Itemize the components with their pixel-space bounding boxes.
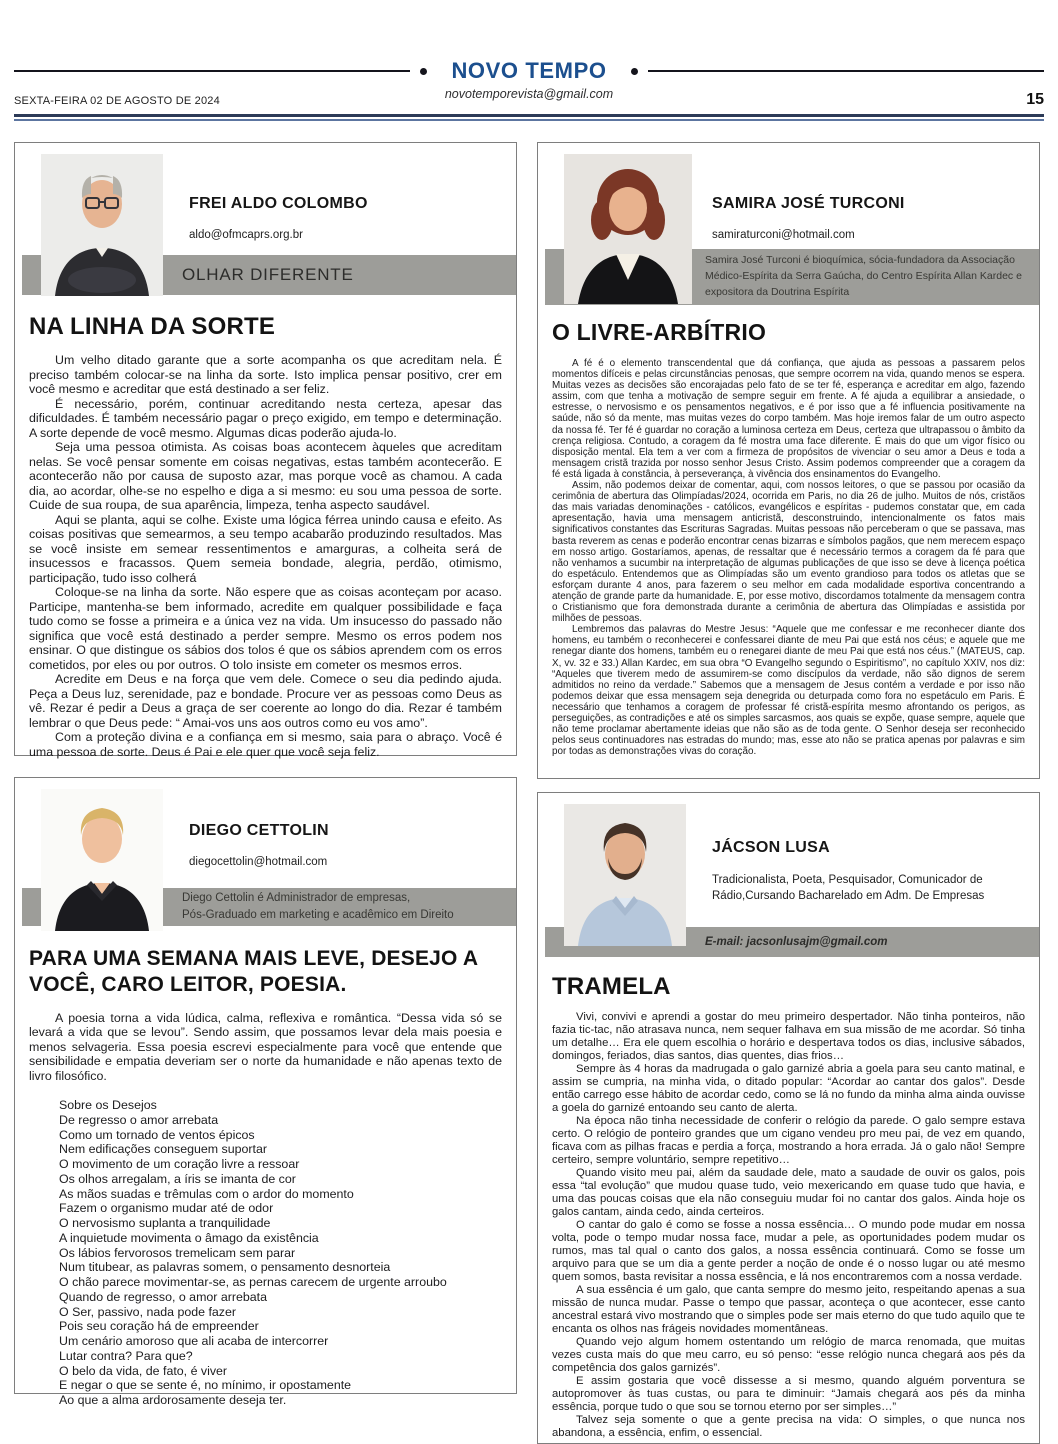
article-body: [552, 1011, 1025, 1439]
paragraph: Quando vejo algum homem ostentando um relógio de marca renomada, que muitas vezes custa mais do que meu carro, eu só penso: “esse relógio nunca chegará aos pés da competência dos galos garnizés”.: [552, 1335, 1025, 1374]
article-columns: [14, 142, 1044, 1444]
poem-line: De regresso o amor arrebata: [59, 1112, 219, 1127]
author-email: samiraturconi@hotmail.com: [712, 229, 855, 241]
paragraph: Assim, não podemos deixar de comentar, aqui, com nossos leitores, o que se passou por ocasião da cerimônia de abertura das Olimpíadas/2024, ocorrida em Paris, no dia 26 de julho. Muitos de nós, cristãos das mais variadas denominações - católicos, evangélicos e espíritas - pudemos constatar que, em cada apresentação, havia uma mensagem anticristã, desconstruindo, intencionalmente os fatos mais significativos constantes das Escrituras Sagradas. Muitas pessoas não perceberam o que se passava, mas basta reverem as cenas e poderão encontrar cenas bizarras e símbolos pagãos, que nem merecem espaço em nosso artigo. Gostaríamos, apenas, de ressaltar que é necessário termos a coragem da fé para que não venhamos a sucumbir na interpretação de algumas publicações de que isso se deve à licença poética do espetáculo. Entendemos que as Olimpíadas são um evento grandioso para todos os atletas que se esforçam durante 4 anos, para fazerem o seu melhor em cada modalidade esportiva concentrando a atenção de grande parte da humanidade. E, por esse motivo, discordamos totalmente da mensagem contra o Cristianismo que fora demonstrada durante a cerimônia de abertura das Olimpíadas e assistida por milhões de pessoas.: [552, 480, 1025, 625]
author-block: [552, 793, 1025, 965]
paragraph: É necessário, porém, continuar acreditando nesta certeza, apesar das dificuldades. É também necessário pagar o preço exigido, em tempo e determinação. A sorte depende de você mesmo. Algumas dicas poderão ajuda-lo.: [29, 396, 502, 440]
poem-line: Os lábios fervorosos tremelicam sem parar: [59, 1245, 296, 1260]
paragraph: A poesia torna a vida lúdica, calma, reflexiva e romântica. “Dessa vida só se levará a vida que se levou”. Sendo assim, que possamos levar dela mais poesia e menos selvageria. Essa poesia escrevi especialmente para você que entende que sensibilidade e empatia deveriam ser o norte da humanidade e não apenas texto de livro filosófico.: [29, 1010, 502, 1083]
author-email: aldo@ofmcaprs.org.br: [189, 229, 303, 241]
bullet-icon: [631, 68, 638, 75]
masthead-email: novotemporevista@gmail.com: [444, 87, 614, 101]
poem-line: A inquietude movimenta o âmago da existência: [59, 1230, 319, 1245]
paragraph: Seja uma pessoa otimista. As coisas boas acontecem àqueles que acreditam nelas. Se você pensar somente em coisas negativas, estas também acontecerão. E acontecerão não por causa de suposto azar, mas porque você as chamou. A cada dia, ao acordar, olhe-se no espelho e diga a si mesmo: eu sou uma pessoa de sorte. Cuide de sua roupa, de sua aparência, limpeza, tenha aspecto saudável.: [29, 440, 502, 512]
author-photo-samira: [564, 154, 692, 304]
author-banner-line: Diego Cettolin é Administrador de empresas,: [182, 891, 411, 904]
article-body: [29, 353, 502, 759]
paragraph: O cantar do galo é como se fosse a nossa essência… O mundo pode mudar em nossa volta, pode o tempo mudar nossa face, mudar a pele, as oportunidades podem mudar os rumos, mas tal qual o canto dos galos, a nossa essência continuará. Como se fosse um arquivo para que se um dia a gente perder a noção de onde é o nosso lugar ou até mesmo quem somos, basta revisitar a nossa essência, e lá nos encontraremos com a nossa verdade.: [552, 1218, 1025, 1283]
paragraph: Com a proteção divina e a confiança em si mesmo, saia para o abraço. Você é uma pessoa de sorte. Deus é Pai e ele quer que você seja feliz.: [29, 730, 502, 759]
paragraph: Acredite em Deus e na força que vem dele. Comece o seu dia pedindo ajuda. Peça a Deus luz, serenidade, paz e bondade. Procure ver as pessoas como Deus as vê. Rezar é pedir a Deus a graça de ser coerente ao longo do dia. Rezar é também lembrar o que Deus pede: “ Amai-vos uns aos outros como eu vos amo”.: [29, 672, 502, 730]
article-card-na-linha-da-sorte: [14, 142, 517, 759]
author-banner: OLHAR DIFERENTE: [22, 255, 516, 295]
paragraph: Sempre às 4 horas da madrugada o galo garnizé abria a goela para seu canto matinal, e assim se cumpria, na minha vida, o ditado popular: “Acordar ao cantar dos galos”. Desde então carrego esse hábito de acordar cedo, como se lá no fundo da minha alma ainda ouvisse a goela do garnizé entoando seu canto de alerta.: [552, 1062, 1025, 1114]
poem-line: Ao que a alma ardorosamente deseja ter.: [59, 1393, 287, 1407]
article-card-poesia: [14, 777, 517, 1407]
article-title: NA LINHA DA SORTE: [29, 313, 276, 340]
poem-line: O movimento de um coração livre a ressoar: [59, 1157, 300, 1171]
author-name: FREI ALDO COLOMBO: [189, 195, 368, 212]
poem-line: Pois seu coração há de empreender: [59, 1319, 259, 1334]
page-number: 15: [1026, 91, 1044, 108]
author-name: JÁCSON LUSA: [712, 839, 830, 856]
poem-line: Nem edificações conseguem suportar: [59, 1142, 267, 1157]
poem-line: Como um tornado de ventos épicos: [59, 1127, 255, 1142]
poem-line: Quando de regresso, o amor arrebata: [59, 1289, 268, 1304]
poem-line: Num titubear, as palavras somem, o pensamento desnorteia: [59, 1260, 391, 1275]
author-block: [29, 778, 502, 936]
author-banner: E-mail: jacsonlusajm@gmail.com: [545, 927, 1039, 957]
paragraph: Na época não tinha necessidade de conferir o relógio da parede. O galo sempre estava certo. O relógio de ponteiro grandes que um cigano vendeu pro meu pai, de vez em quando, ficava com as pilhas fracas e perdia a força, mostrando a hora errada. Já o galo não! Sempre certeiro, sempre voluntário, sempre repetitivo…: [552, 1114, 1025, 1166]
paragraph: Aqui se planta, aqui se colhe. Existe uma lógica férrea unindo causa e efeito. As coisas positivas que semearmos, a seu tempo acabarão produzindo resultados. Mas se você insiste em semear ressentimentos e amarguras, a colheita será de insucessos e fracassos. Quem semeia bondade, alegria, perdão, otimismo, participação, tudo isso colherá: [29, 512, 502, 585]
author-photo-jacson: [564, 804, 686, 946]
paragraph: A sua essência é um galo, que canta sempre do mesmo jeito, respeitando apenas a sua missão de nunca mudar. Passe o tempo que passar, aconteça o que acontecer, esse canto ancestral estará vivo mostrando que o simples pode ser mais eterno do que tudo aquilo que te encanta os olhos nas frágeis novidades momentâneas.: [552, 1283, 1025, 1335]
poem-line: O nervosismo suplanta a tranquilidade: [59, 1216, 271, 1230]
poem-line: O chão parece movimentar-se, as pernas carecem de urgente arroubo: [59, 1275, 447, 1289]
poem-line: Os olhos arregalam, a íris se imanta de cor: [59, 1171, 296, 1186]
article-body: [552, 358, 1025, 757]
poem-line: O Ser, passivo, nada pode fazer: [59, 1304, 237, 1319]
author-email: diegocettolin@hotmail.com: [189, 856, 328, 868]
article-title: PARA UMA SEMANA MAIS LEVE, DESEJO A VOCÊ, CARO LEITOR, POESIA.: [29, 947, 478, 997]
paragraph: A fé é o elemento transcendental que dá confiança, que ajuda as pessoas a passarem pelos momentos difíceis e pelas circunstâncias penosas, que sempre ocorrem na vida, quando menos se espera. Muitas vezes as decisões são encorajadas pelo fato de se ter fé, esperança e acreditar em algo, fazendo assim, com que tenha a motivação de sempre seguir em frente. A fé ajuda a equilibrar a ansiedade, o estresse, o nervosismo e os pensamentos negativos, e é por isso que a fé influencia positivamente na saúde, não só da mente, mas muitas vezes do corpo também. Mas hoje iremos falar de um outro aspecto da nossa fé. Ter fé é guardar no coração a luminosa certeza em Deus, certeza que ultrapassou o âmbito da crença religiosa. Contudo, a coragem da fé mostra uma face diferente. É mais do que um vigor físico ou disposição mental. Ela tem a ver com a firmeza de propósitos de vivenciar o seu amor a Deus e toda a mensagem cristã trazida por nosso senhor Jesus Cristo. Assim podemos compreender que a coragem da fé está ligada à constância, à perseverança, à vivência dos ensinamentos do Evangelho.: [552, 358, 1025, 480]
masthead-date: SEXTA-FEIRA 02 DE AGOSTO DE 2024: [14, 95, 220, 107]
poem-line: Um cenário amoroso que ali acaba de intercorrer: [59, 1334, 329, 1348]
author-photo-diego: [41, 789, 163, 931]
author-banner-line: Pós-Graduado em marketing e acadêmico em Direito: [182, 909, 454, 921]
paragraph: Lembremos das palavras do Mestre Jesus: “Aquele que me confessar e me reconhecer diante dos homens, eu também o reconhecerei e confessarei diante de meu Pai que está nos céus; e aquele que me renegar diante dos homens, também eu o renegarei diante de meu Pai que está nos céus.” (MATEUS, cap. X, vv. 32 e 33.) Allan Kardec, em sua obra “O Evangelho segundo o Espiritismo”, no capítulo XXIV, nos diz: “Aqueles que tiverem medo de assumirem-se como discípulos da verdade, não são dignos de serem admitidos no reino da verdade.” Sabemos que a mensagem de Jesus contém a verdade e por isso não podemos deixar que essa mensagem seja denegrida ou deturpada como fora no espetáculo em Paris. É necessário que tenhamos a coragem de professar fé cristã-espírita mesmo afrontando os perigos, as perseguições, as contradições e até os simples sarcasmos, aos quais se expõe, quase sempre, aquele que não teme proclamar abertamente ideias que não são as de toda gente. O Senhor deseja ser reconhecido pelos seus continuadores nas estradas do mundo; mas, esse ato não se pratica apenas por palavras e sim por todas as demonstrações vivas do coração.: [552, 624, 1025, 758]
author-role: Tradicionalista, Poeta, Pesquisador, Comunicador de Rádio,Cursando Bacharelado em Adm. De Empresas: [712, 874, 985, 902]
paragraph: Um velho ditado garante que a sorte acompanha os que acreditam nela. É preciso também colocar-se na linha da sorte. Isto implica pensar positivo, crer em você mesmo e acreditar que está destinado a ser feliz.: [29, 353, 502, 396]
author-banner: Samira José Turconi é bioquímica, sócia-fundadora da Associação Médico-Espírita da Serra Gaúcha, do Centro Espírita Allan Kardec e expositora da Doutrina Espírita: [545, 249, 1039, 305]
author-name: DIEGO CETTOLIN: [189, 822, 329, 839]
masthead: [0, 0, 1058, 121]
article-card-tramela: [537, 792, 1040, 1444]
poem-line: O belo da vida, de fato, é viver: [59, 1363, 228, 1378]
poem-line: E negar o que se sente é, no mínimo, ir opostamente: [59, 1378, 352, 1393]
right-column: [537, 142, 1040, 1444]
article-intro: [29, 1011, 502, 1084]
bullet-icon: [420, 68, 427, 75]
poem-line: As mãos suadas e trêmulas com o ardor do momento: [59, 1186, 354, 1201]
poem: [59, 1098, 502, 1408]
article-title: O LIVRE-ARBÍTRIO: [552, 319, 767, 345]
poem-line: Lutar contra? Para que?: [59, 1348, 193, 1363]
author-block: [29, 143, 502, 303]
paragraph: Quando visito meu pai, além da saudade dele, mato a saudade de ouvir os galos, pois essa “tal evolução” que mudou quase tudo, veio mexericando em quase tudo que havia, e uma das poucas coisas que ela não conseguiu mudar foi no cantar dos galos. Ainda hoje os galos cantam, ainda cedo, ainda certeiros.: [552, 1166, 1025, 1218]
masthead-subrow: [14, 87, 1044, 109]
paragraph: Vivi, convivi e aprendi a gostar do meu primeiro despertador. Não tinha ponteiros, não fazia tic-tac, não atrasava nunca, nem sequer falhava em sua missão de me acordar. Só tinha um detalhe… Era ele quem escolhia o horário e despertava todos os dias, inclusive sábados, domingos, feriados, dias santos, dias quentes, dias frios…: [552, 1011, 1025, 1062]
poem-line: Sobre os Desejos: [59, 1098, 157, 1112]
paragraph: Talvez seja somente o que a gente precisa na vida: O simples, o que nunca nos abandona, a essência, enfim, o essencial.: [552, 1413, 1025, 1439]
author-block: [552, 143, 1025, 311]
masthead-title: NOVO TEMPO: [451, 58, 607, 83]
author-photo-frei-aldo: [41, 154, 163, 296]
masthead-row: [14, 58, 1044, 84]
article-card-o-livre-arbitrio: [537, 142, 1040, 779]
paragraph: Coloque-se na linha da sorte. Não espere que as coisas aconteçam por acaso. Participe, mantenha-se bem informado, acredite em qualquer possibilidade e faça tudo como se fosse a primeira e a única vez na vida. Um insucesso do passado não significa que você está destinado a perder sempre. Mesmo os erros podem nos ensinar. O que distingue os sábios dos tolos é que os sábios aprendem com os erros cometidos, por eles ou por outros. O tolo insiste em cometer os mesmos erros.: [29, 585, 502, 672]
masthead-rule-right: [648, 70, 1044, 72]
paragraph: E assim gostaria que você dissesse a si mesmo, quando alguém porventura se autopromover às tuas custas, ou para te diminuir: “Jamais chegará aos pés da minha essência, porque tudo o que sou se tornou eterno por ser simples…”: [552, 1374, 1025, 1413]
article-title: TRAMELA: [552, 973, 671, 1000]
poem-line: Fazem o organismo mudar até de odor: [59, 1201, 274, 1216]
header-divider: [14, 114, 1044, 121]
masthead-rule-left: [14, 70, 410, 72]
left-column: [14, 142, 517, 1407]
author-name: SAMIRA JOSÉ TURCONI: [712, 195, 905, 212]
